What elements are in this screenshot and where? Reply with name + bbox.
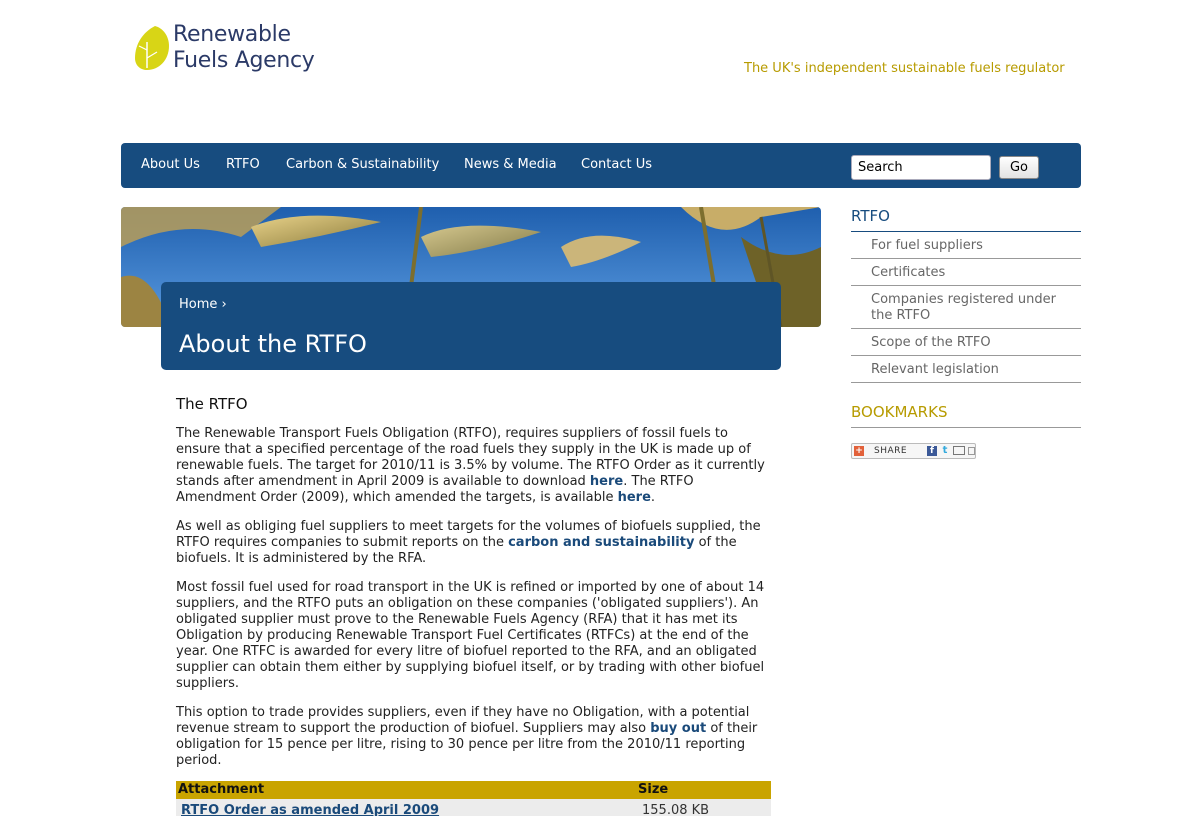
content-heading: The RTFO [176, 395, 248, 413]
paragraph-1 [176, 426, 776, 506]
paragraph-4 [176, 705, 776, 769]
nav-about-us[interactable]: About Us [141, 157, 200, 172]
nav-contact-us[interactable]: Contact Us [581, 157, 652, 172]
paragraph-2 [176, 519, 776, 567]
logo-text [173, 22, 315, 74]
p2-text-b: of the biofuels. It is administered by the RFA. [176, 535, 737, 566]
page-title-box [161, 282, 781, 370]
sidebar-item-certificates[interactable]: Certificates [851, 259, 1081, 286]
col-size: Size [638, 782, 669, 797]
breadcrumb [179, 297, 227, 312]
nav-rtfo[interactable]: RTFO [226, 157, 260, 172]
sidebar-item-companies-registered[interactable]: Companies registered under the RTFO [851, 286, 1081, 329]
page-title: About the RTFO [179, 330, 367, 358]
p1-text-c: . [650, 490, 656, 505]
share-button[interactable] [851, 443, 976, 459]
search-go-button[interactable]: Go [999, 156, 1039, 179]
p2-text-a: As well as obliging fuel suppliers to meet targets for the volumes of biofuels supplied, the RTFO requires companies to submit reports on the [176, 519, 761, 550]
table-row [176, 799, 771, 816]
main-nav [121, 143, 1081, 188]
twitter-icon: t [942, 445, 948, 456]
breadcrumb-home[interactable]: Home [179, 297, 218, 312]
sidebar [851, 207, 1081, 459]
main-content [176, 396, 776, 782]
p1-text-b: . The RTFO Amendment Order (2009), which amended the targets, is available [176, 474, 694, 505]
share-label: SHARE [874, 446, 908, 456]
sidebar-item-legislation[interactable]: Relevant legislation [851, 356, 1081, 383]
more-icon [968, 447, 975, 455]
email-icon [953, 446, 965, 455]
rtfo-order-here-link[interactable]: here [589, 474, 624, 489]
facebook-icon: f [927, 446, 937, 456]
share-plus-icon: + [855, 446, 863, 456]
sidebar-item-fuel-suppliers[interactable]: For fuel suppliers [851, 232, 1081, 259]
logo-line-2: Fuels Agency [173, 48, 315, 73]
carbon-sustainability-link[interactable]: carbon and sustainability [508, 535, 695, 550]
nav-carbon-sustainability[interactable]: Carbon & Sustainability [286, 157, 440, 172]
site-logo[interactable] [133, 22, 323, 78]
attachments-header-row [176, 781, 771, 799]
paragraph-3: Most fossil fuel used for road transport in the UK is refined or imported by one of about 14 suppliers, and the RTFO puts an obligation on these companies ('obligated suppliers'). An obligated supplier must prove to the Renewable Fuels Agency (RFA) that it has met its Obligation by producing Renewable Transport Fuel Certificates (RTFCs) at the end of the year. One RTFC is awarded for every litre of biofuel reported to the RFA, and an obligated supplier can obtain them either by supplying biofuel itself, or by trading with other biofuel suppliers. [176, 580, 765, 691]
sidebar-item-scope[interactable]: Scope of the RTFO [851, 329, 1081, 356]
nav-news-media[interactable]: News & Media [464, 157, 557, 172]
bookmarks-heading: BOOKMARKS [851, 403, 1081, 428]
col-attachment: Attachment [178, 782, 265, 797]
amendment-order-here-link[interactable]: here [617, 490, 651, 505]
leaf-logo-icon [133, 22, 173, 72]
sidebar-heading: RTFO [851, 207, 1081, 232]
site-tagline: The UK's independent sustainable fuels regulator [744, 61, 1065, 76]
p4-text-a: This option to trade provides suppliers, even if they have no Obligation, with a potential revenue stream to support the production of biofuel. Suppliers may also [176, 705, 750, 736]
search-input[interactable] [851, 155, 991, 180]
breadcrumb-separator: › [221, 297, 227, 312]
attachments-table [176, 781, 771, 816]
p1-text-a: The Renewable Transport Fuels Obligation (RTFO), requires suppliers of fossil fuels to ensure that a specified percentage of the road fuels they supply in the UK is made up of renewable fuels. The target for 2010/11 is 3.5% by volume. The RTFO Order as it currently stands after amendment in April 2009 is available to download [176, 426, 765, 489]
logo-line-1: Renewable [173, 22, 291, 47]
buy-out-link[interactable]: buy out [650, 721, 707, 736]
attachment-size: 155.08 KB [642, 803, 710, 816]
p4-text-b: of their obligation for 15 pence per litre, rising to 30 pence per litre from the 2010/11 reporting period. [176, 721, 758, 768]
attachment-link[interactable]: RTFO Order as amended April 2009 [181, 803, 440, 816]
